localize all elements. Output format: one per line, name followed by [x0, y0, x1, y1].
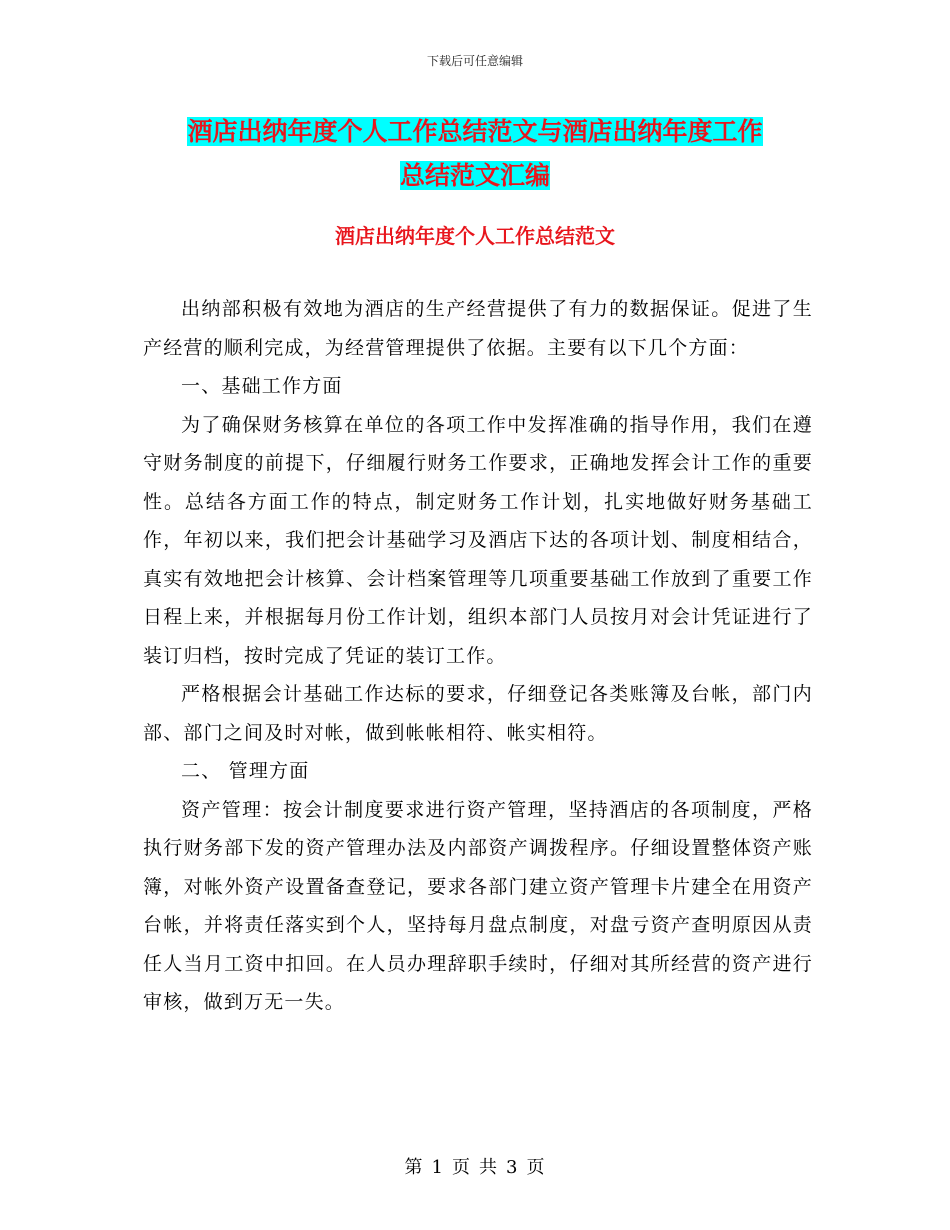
- paragraph-asset-management: 资产管理：按会计制度要求进行资产管理，坚持酒店的各项制度，严格执行财务部下发的资产管理办法及内部资产调拨程序。仔细设置整体资产账簿，对帐外资产设置备查登记，要求各部门建立资产管理卡片建全在用资产台帐，并将责任落实到个人，坚持每月盘点制度，对盘亏资产查明原因从责任人当月工资中扣回。在人员办理辞职手续时，仔细对其所经营的资产进行审核，做到万无一失。: [143, 798, 813, 1013]
- paragraph-basic-work: 为了确保财务核算在单位的各项工作中发挥准确的指导作用，我们在遵守财务制度的前提下，仔细履行财务工作要求，正确地发挥会计工作的重要性。总结各方面工作的特点，制定财务工作计划，扎实地做好财务基础工作，年初以来，我们把会计基础学习及酒店下达的各项计划、制度相结合，真实有效地把会计核算、会计档案管理等几项重要基础工作放到了重要工作日程上来，并根据每月份工作计划，组织本部门人员按月对会计凭证进行了装订归档，按时完成了凭证的装订工作。: [143, 413, 813, 667]
- page-footer: [0, 1153, 950, 1179]
- document-title: [140, 110, 810, 198]
- section-heading-basic-work: 一、基础工作方面: [181, 375, 343, 397]
- title-line-2: 总结范文汇编: [399, 161, 550, 190]
- body-text: [143, 290, 813, 1022]
- footer-prefix: 第: [404, 1157, 424, 1178]
- footer-suffix: 页: [526, 1157, 546, 1178]
- paragraph-accounts: 严格根据会计基础工作达标的要求，仔细登记各类账簿及台帐，部门内部、部门之间及时对帐，做到帐帐相符、帐实相符。: [143, 683, 813, 744]
- footer-total-pages: 3: [506, 1157, 519, 1178]
- footer-page-label: 页: [452, 1157, 471, 1178]
- section-heading-management: 二、 管理方面: [181, 760, 310, 782]
- section-subtitle: 酒店出纳年度个人工作总结范文: [335, 224, 615, 248]
- header-note: 下载后可任意编辑: [426, 54, 523, 68]
- footer-page-number: 1: [431, 1157, 444, 1178]
- footer-total-label: 共: [479, 1157, 498, 1178]
- title-line-1: 酒店出纳年度个人工作总结范文与酒店出纳年度工作: [187, 117, 763, 146]
- paragraph-intro: 出纳部积极有效地为酒店的生产经营提供了有力的数据保证。促进了生产经营的顺利完成，为经营管理提供了依据。主要有以下几个方面：: [143, 298, 813, 359]
